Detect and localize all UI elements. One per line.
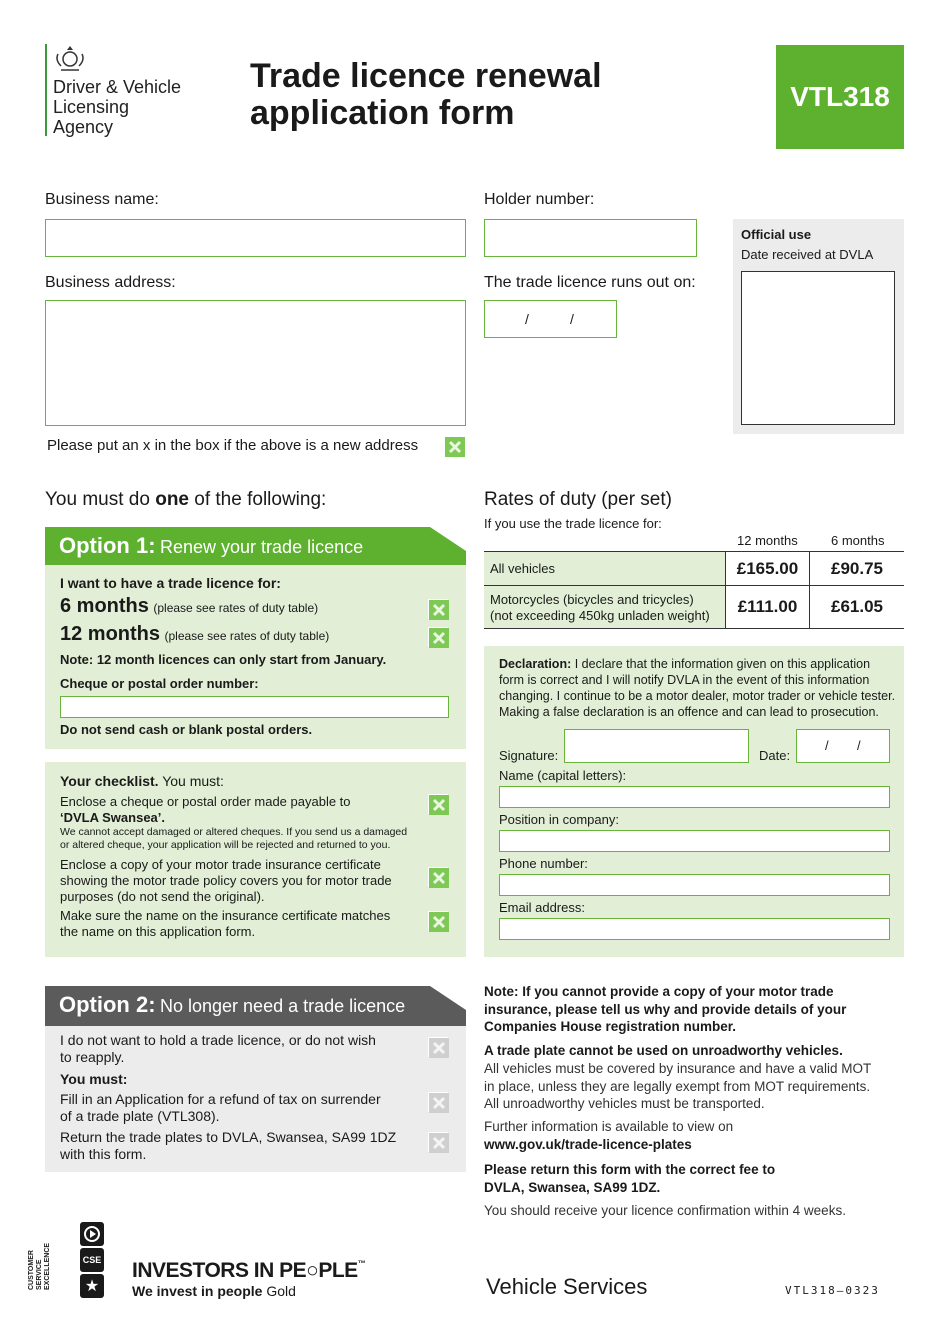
form-reference: VTL318–0323 [785, 1284, 880, 1297]
option2-header [45, 986, 466, 1024]
new-address-checkbox[interactable] [444, 436, 464, 456]
business-address-label: Business address: [45, 274, 176, 291]
checklist-item-text: Enclose a copy of your motor trade insurance certificate [60, 857, 381, 872]
checklist-item-text: Enclose a cheque or postal order made payable to [60, 794, 351, 809]
twelve-months-checkbox[interactable] [428, 627, 448, 647]
iip-trademark: ™ [357, 1259, 366, 1268]
option1-number: Option 1: [59, 533, 156, 558]
option2-text: I do not want to hold a trade licence, or do not wish [60, 1032, 376, 1048]
option2-return-plates-checkbox[interactable] [428, 1132, 448, 1152]
dvla-logo [45, 44, 205, 139]
official-use-title: Official use [741, 227, 812, 242]
new-address-label: Please put an x in the box if the above is a new address [47, 437, 419, 454]
checklist-name-match-checkbox[interactable] [428, 911, 448, 931]
phone-input[interactable] [499, 874, 890, 896]
phone-label: Phone number: [499, 856, 588, 871]
rates-row-moto-line1: Motorcycles (bicycles and tricycles) [490, 592, 694, 607]
business-name-input[interactable] [45, 219, 466, 257]
rates-row-moto-line2: (not exceeding 450kg unladen weight) [490, 608, 710, 623]
licence-expiry-label: The trade licence runs out on: [484, 274, 696, 291]
date-separator: / [825, 738, 829, 753]
form-code-badge [776, 45, 904, 149]
declaration-line: form is correct and I will notify DVLA in the event of this information [499, 673, 870, 687]
checklist-item-text: the name on this application form. [60, 924, 256, 939]
checklist-item-text: purposes (do not send the original). [60, 889, 265, 904]
twelve-months-label [60, 623, 329, 646]
cse-badge [80, 1248, 104, 1272]
rates-table [484, 551, 904, 629]
rates-col-6-months: 6 months [831, 533, 885, 548]
date-separator: / [857, 738, 861, 753]
iip-title: INVESTORS IN PE○PLE [132, 1259, 358, 1282]
royal-crest-icon [53, 44, 87, 74]
six-months-text: 6 months [60, 595, 149, 617]
option2-number: Option 2: [59, 992, 156, 1017]
title-line-2: application form [250, 94, 515, 132]
cheque-number-input[interactable] [60, 696, 449, 718]
declaration-date-input[interactable] [796, 729, 890, 763]
info-url-link[interactable]: www.gov.uk/trade-licence-plates [484, 1137, 692, 1152]
name-capitals-input[interactable] [499, 786, 890, 808]
checklist-title [60, 773, 224, 790]
business-address-input[interactable] [45, 300, 466, 426]
option2-must: You must: [60, 1071, 128, 1087]
checklist-item-small: We cannot accept damaged or altered cheques. If you send us a damaged [60, 826, 408, 838]
cse-vertical-text: CUSTOMER SERVICE EXCELLENCE [28, 1242, 51, 1290]
rates-col-12-months: 12 months [737, 533, 798, 548]
unroadworthy-text [484, 1060, 871, 1113]
twelve-months-text: 12 months [60, 623, 161, 645]
checklist-insurance-checkbox[interactable] [428, 867, 448, 887]
notes-line: All vehicles must be covered by insurance and have a valid MOT [484, 1061, 872, 1076]
notes-line: insurance, please tell us why and provide details of your [484, 1001, 847, 1017]
agency-line-1: Driver & Vehicle [53, 77, 182, 97]
option1-header [45, 527, 466, 565]
agency-name [53, 77, 181, 137]
option2-text: Return the trade plates to DVLA, Swansea, SA99 1DZ [60, 1129, 397, 1145]
notes-line: All unroadworthy vehicles must be transported. [484, 1096, 765, 1111]
return-instructions [484, 1161, 775, 1196]
twelve-month-note: Note: 12 month licences can only start from January. [60, 652, 387, 667]
date-received-box [741, 271, 895, 425]
checklist-item-text: showing the motor trade policy covers you for motor trade [60, 873, 392, 888]
option2-text: with this form. [60, 1146, 147, 1162]
option2-text: of a trade plate (VTL308). [60, 1108, 220, 1124]
option2-text: Fill in an Application for a refund of tax on surrender [60, 1091, 381, 1107]
vehicle-services: Vehicle Services [486, 1274, 648, 1299]
unroadworthy-title: A trade plate cannot be used on unroadworthy vehicles. [484, 1043, 843, 1058]
rates-row-moto-label [490, 592, 710, 624]
rates-subtitle: If you use the trade licence for: [484, 516, 662, 531]
email-input[interactable] [499, 918, 890, 940]
signature-input[interactable] [564, 729, 749, 763]
declaration-line: changing. I continue to be a motor dealer, motor trader or vehicle tester. [499, 689, 896, 703]
checklist-title-rest: You must: [158, 773, 224, 789]
checklist-item-cheque [60, 794, 407, 852]
official-use-panel [733, 219, 904, 434]
six-months-checkbox[interactable] [428, 599, 448, 619]
title-line-1: Trade licence renewal [250, 57, 602, 95]
notes-line: Companies House registration number. [484, 1019, 737, 1034]
option2-title: No longer need a trade licence [160, 996, 406, 1016]
signature-label: Signature: [499, 748, 559, 763]
agency-line-2: Licensing [53, 97, 130, 117]
twelve-months-note: (please see rates of duty table) [164, 629, 330, 643]
no-cash-note: Do not send cash or blank postal orders. [60, 722, 313, 737]
rates-row-all-12: £165.00 [736, 559, 799, 578]
declaration-bold: Declaration: [499, 657, 572, 671]
option2-statement [60, 1032, 376, 1066]
logo-rule [45, 44, 47, 136]
holder-number-input[interactable] [484, 219, 697, 257]
iip-subtitle-rest: Gold [262, 1283, 296, 1299]
option2-refund-checkbox[interactable] [428, 1092, 448, 1112]
play-icon [80, 1222, 104, 1246]
option2-item-return-plates [60, 1129, 396, 1163]
must-do-post: of the following: [189, 489, 327, 510]
rates-row-moto-6: £61.05 [831, 597, 883, 616]
date-separator: / [570, 311, 574, 327]
option2-no-licence-checkbox[interactable] [428, 1037, 448, 1057]
date-separator: / [525, 311, 529, 327]
six-months-label [60, 595, 318, 618]
confirmation-note: You should receive your licence confirmation within 4 weeks. [484, 1203, 846, 1218]
cse-badge-text: CSE [82, 1255, 102, 1265]
checklist-item-insurance [60, 857, 392, 905]
must-do-heading [45, 489, 326, 511]
page-title [250, 58, 602, 132]
must-do-pre: You must do [45, 489, 156, 510]
rates-row-all-6: £90.75 [831, 559, 883, 578]
licence-expiry-date-input[interactable] [484, 300, 617, 338]
position-input[interactable] [499, 830, 890, 852]
six-months-note: (please see rates of duty table) [153, 601, 319, 615]
declaration-line: I declare that the information given on this application [571, 657, 871, 671]
business-name-label: Business name: [45, 191, 159, 208]
notes-line: in place, unless they are legally exempt from MOT requirements. [484, 1078, 871, 1094]
notes-line: Please return this form with the correct fee to [484, 1162, 776, 1177]
form-code: VTL318 [790, 81, 890, 112]
rates-row-moto-12: £111.00 [737, 597, 798, 616]
checklist-item-name-match [60, 908, 390, 940]
checklist-item-text: ‘DVLA Swansea’. [60, 810, 165, 825]
option2-text: to reapply. [60, 1049, 125, 1065]
declaration-text [499, 656, 895, 720]
agency-line-3: Agency [53, 117, 114, 137]
notes-line: DVLA, Swansea, SA99 1DZ. [484, 1179, 661, 1195]
investors-in-people-logo [132, 1259, 365, 1299]
checklist-title-bold: Your checklist. [60, 773, 159, 789]
iip-subtitle-bold: We invest in people [132, 1283, 263, 1299]
notes-line: Note: If you cannot provide a copy of your motor trade [484, 984, 834, 999]
star-icon: ★ [80, 1274, 104, 1298]
declaration-line: Making a false declaration is an offence and can lead to prosecution. [499, 705, 879, 719]
official-use-subtitle: Date received at DVLA [741, 247, 874, 262]
checklist-item-text: Make sure the name on the insurance certificate matches [60, 908, 391, 923]
insurance-note [484, 983, 846, 1036]
name-capitals-label: Name (capital letters): [499, 768, 627, 783]
holder-number-label: Holder number: [484, 191, 595, 208]
cheque-number-label: Cheque or postal order number: [60, 676, 259, 691]
option2-item-refund [60, 1091, 381, 1125]
rates-divider [484, 585, 904, 586]
must-do-bold: one [155, 489, 189, 510]
checklist-cheque-checkbox[interactable] [428, 794, 448, 814]
rates-row-all-label: All vehicles [490, 561, 556, 576]
email-label: Email address: [499, 900, 585, 915]
declaration-date-label: Date: [759, 748, 791, 763]
position-label: Position in company: [499, 812, 619, 827]
option1-intro: I want to have a trade licence for: [60, 575, 281, 591]
rates-title: Rates of duty (per set) [484, 489, 672, 510]
option1-title: Renew your trade licence [160, 537, 364, 557]
checklist-item-small: or altered cheque, your application will be rejected and returned to you. [60, 839, 391, 851]
further-info: Further information is available to view on [484, 1119, 734, 1134]
